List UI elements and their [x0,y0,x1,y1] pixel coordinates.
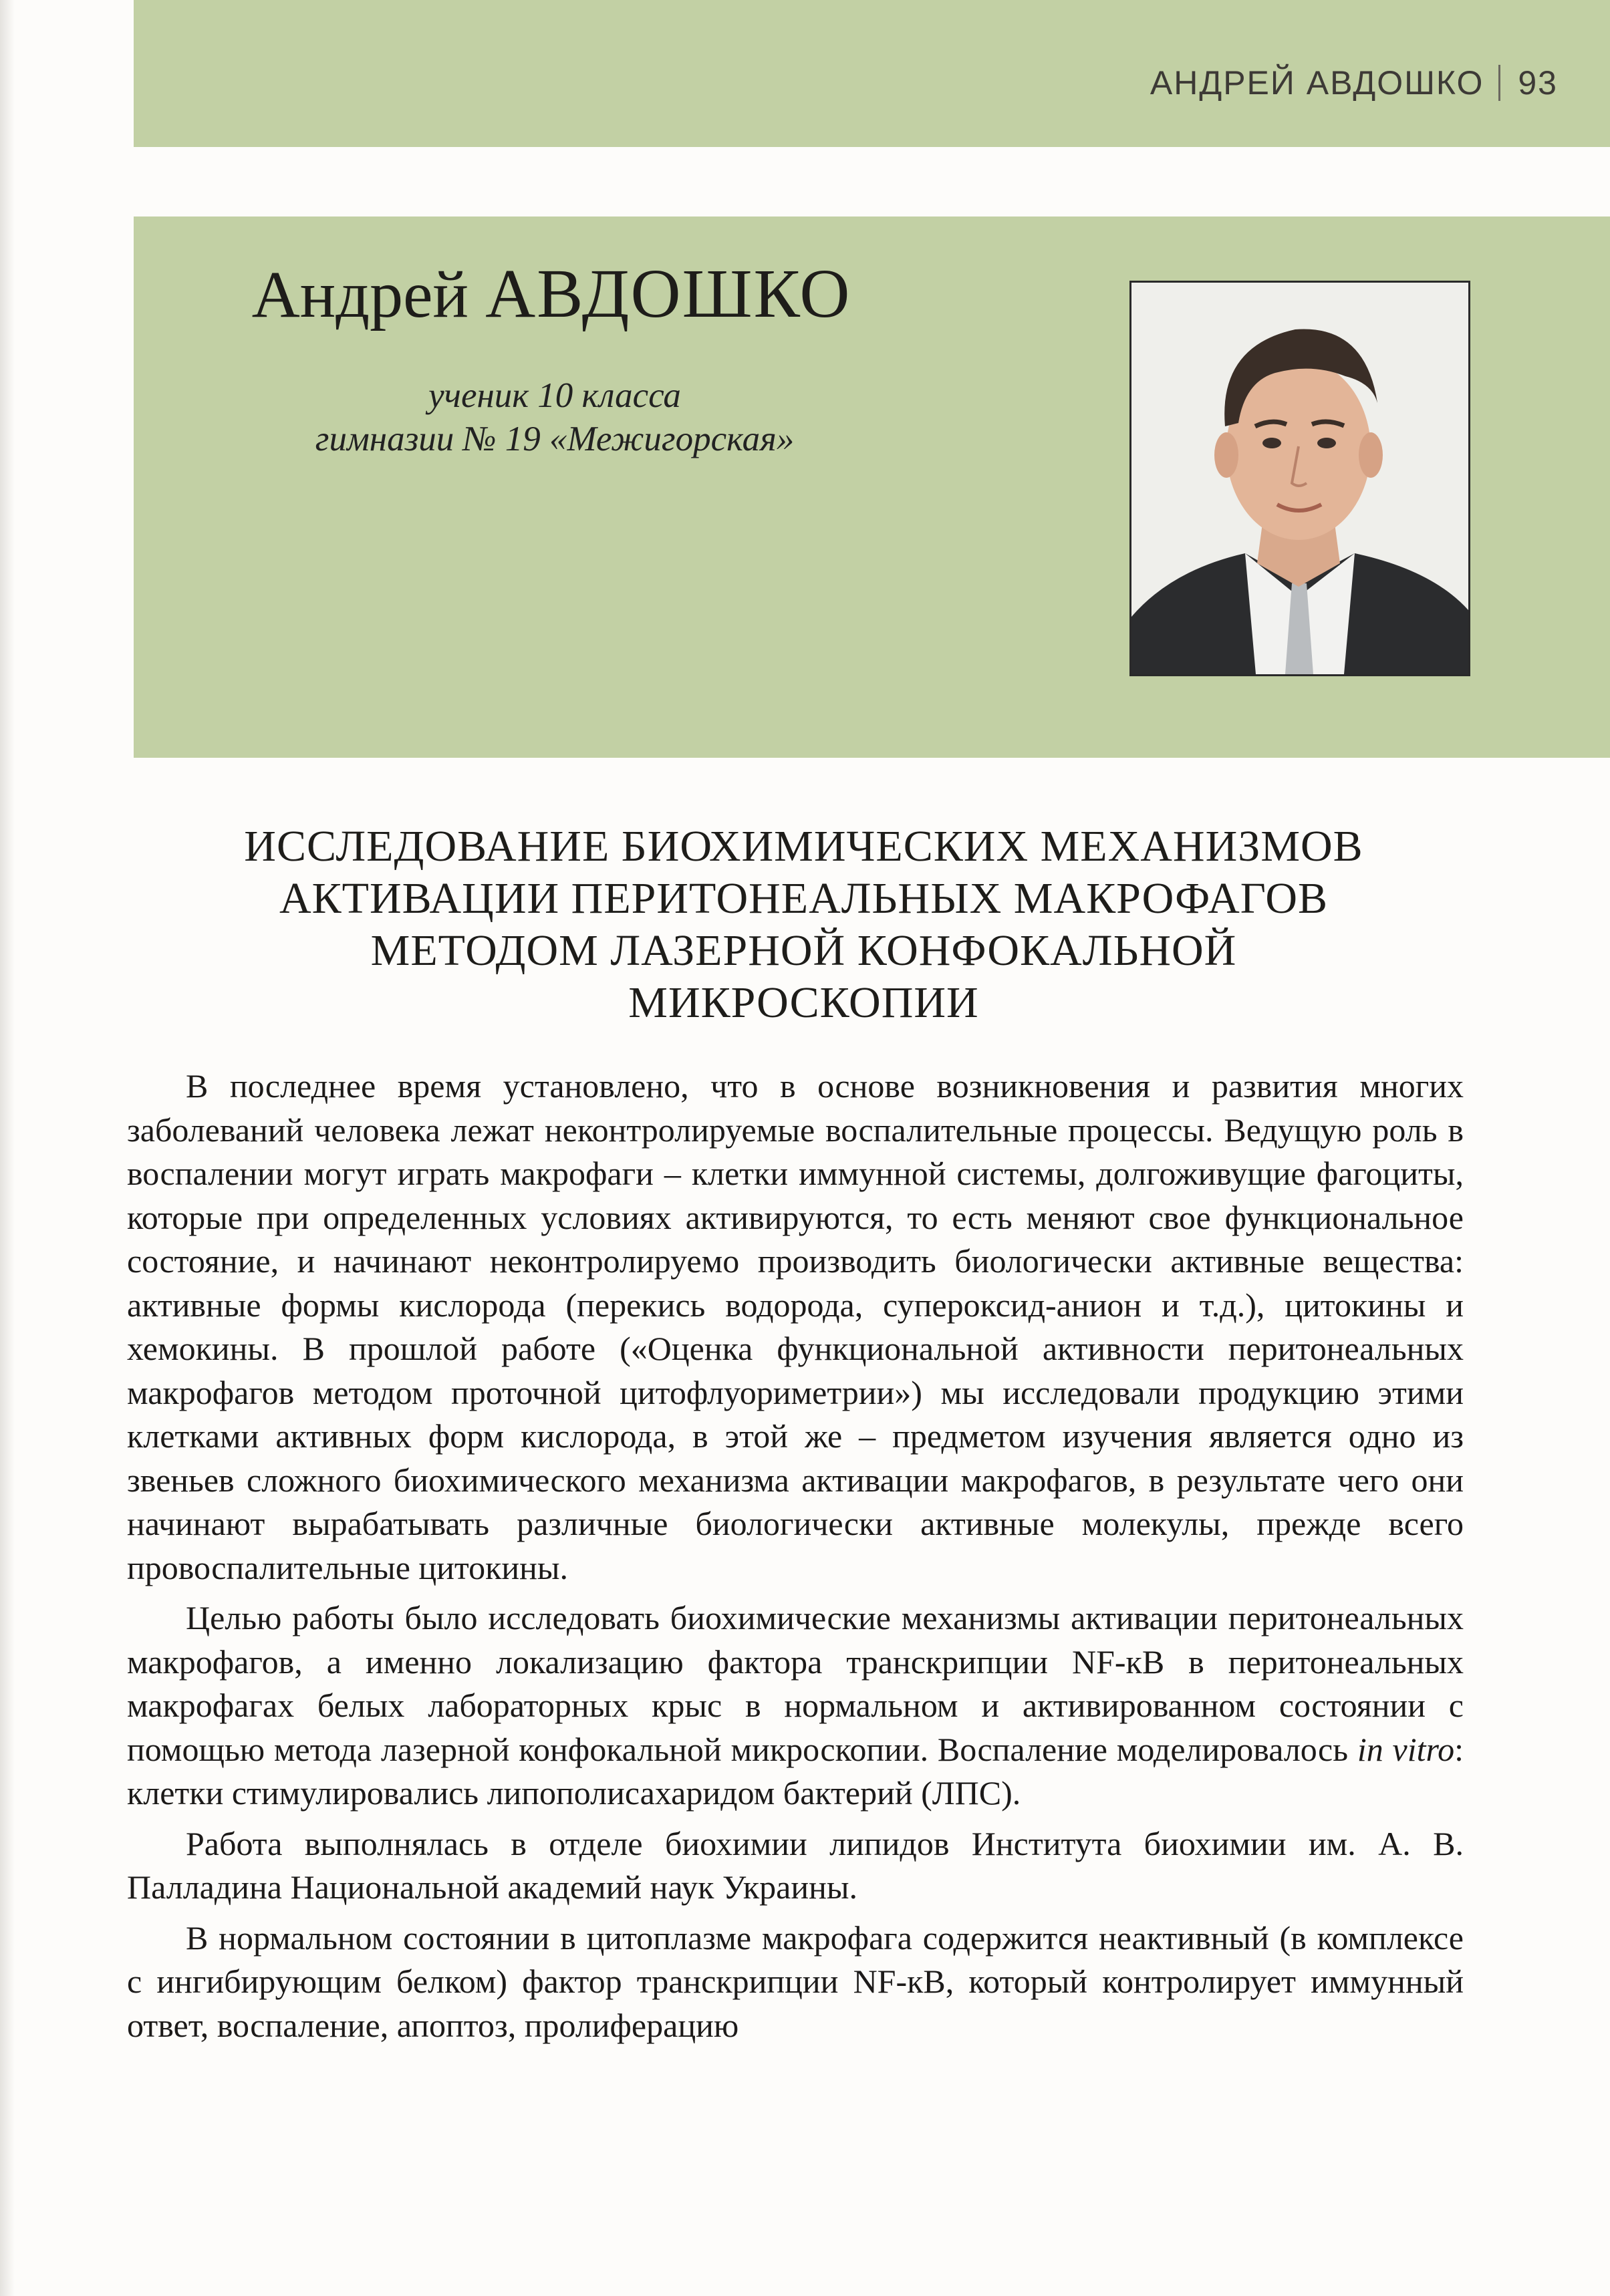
paragraph-2-part-b: : клетки стимулировались липополисахаридом бактерий (ЛПС). [127,1730,1464,1812]
paragraph-2-italic: in vitro [1357,1730,1455,1768]
article-title-line-2: АКТИВАЦИИ ПЕРИТОНЕАЛЬНЫХ МАКРОФАГОВ [279,874,1329,923]
page-number: 93 [1518,64,1558,102]
article-title-line-3: МЕТОДОМ ЛАЗЕРНОЙ КОНФОКАЛЬНОЙ [370,926,1237,975]
page-edge-shadow [0,0,15,2296]
author-role-line-1: ученик 10 класса [428,376,681,415]
author-name [150,254,952,333]
paragraph-2 [127,1596,1464,1816]
author-first-name: Андрей [251,257,469,331]
paragraph-2-part-a: Целью работы было исследовать биохимические механизмы активации перитонеальных макрофагов, а именно локализацию фактора транскрипции NF-кВ в перитонеальных макрофагах белых лабораторных крыс в нормальном и активированном состоянии с помощью метода лазерной конфокальной микроскопии. Воспаление моделировалось [127,1599,1464,1768]
paragraph-4: В нормальном состоянии в цитоплазме макрофага содержится неактивный (в комплексе с ингибирующим белком) фактор транскрипции NF-кВ, который контролирует иммунный ответ, воспаление, апоптоз, пролиферацию [127,1918,1464,2044]
author-surname: АВДОШКО [485,255,851,332]
article-body [127,1064,1464,2054]
author-photo [1129,281,1470,676]
running-header-band [134,0,1610,147]
paragraph-1: В последнее время установлено, что в основе возникновения и развития многих заболеваний человека лежат неконтролируемые воспалительные процессы. Ведущую роль в воспалении могут играть макрофаги – клетки иммунной системы, долгоживущие фагоциты, которые при определенных условиях активируются, то есть меняют свое функциональное состояние, и начинают неконтролируемо производить биологически активные вещества: активные формы кислорода (перекись водорода, супероксид-анион и т.д.), цитокины и хемокины. В прошлой работе («Оценка функциональной активности перитонеальных макрофагов методом проточной цитофлуориметрии») мы исследовали продукцию этими клетками активных форм кислорода, в этой же – предметом изучения является одно из звеньев сложного биохимического механизма активации макрофагов, в результате чего они начинают вырабатывать различные биологически активные молекулы, прежде всего провоспалительные цитокины. [127,1067,1464,1586]
article-title-line-1: ИССЛЕДОВАНИЕ БИОХИМИЧЕСКИХ МЕХАНИЗМОВ [244,822,1363,871]
running-header [1150,63,1558,102]
article-title [134,821,1474,1029]
article-title-line-4: МИКРОСКОПИИ [628,978,979,1027]
paragraph-3: Работа выполнялась в отделе биохимии липидов Института биохимии им. А. В. Палладина Национальной академий наук Украины. [127,1824,1464,1906]
header-divider [1498,65,1500,101]
running-title: АНДРЕЙ АВДОШКО [1150,64,1484,102]
author-role-line-2: гимназии № 19 «Межигорская» [315,420,795,458]
